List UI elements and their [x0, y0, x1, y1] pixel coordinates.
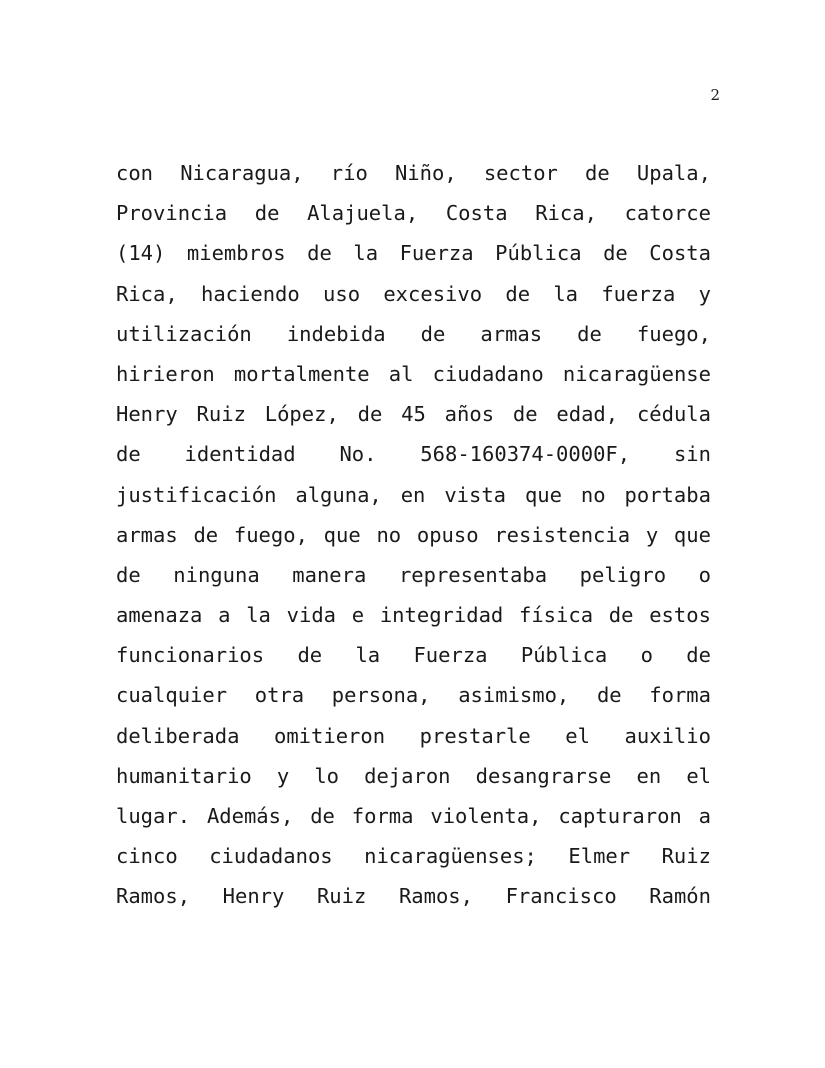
- word: violenta,: [430, 804, 542, 828]
- word: vista: [444, 482, 507, 507]
- word: en: [636, 763, 662, 788]
- word: (14): [116, 241, 166, 266]
- word: prestarle: [419, 723, 531, 748]
- word: de: [116, 562, 141, 587]
- word: persona,: [331, 683, 431, 708]
- word: lugar.: [116, 804, 191, 828]
- word: armas: [116, 522, 178, 547]
- word: física: [518, 603, 594, 628]
- word: amenaza: [116, 603, 203, 628]
- word: en: [400, 482, 426, 507]
- word: Fuerza: [399, 241, 474, 266]
- word: fuerza: [601, 281, 676, 306]
- word: no: [580, 482, 606, 507]
- word: Costa: [445, 201, 508, 226]
- word: mortalmente: [233, 361, 370, 386]
- word: fuego,: [233, 522, 308, 547]
- word: portaba: [624, 482, 711, 507]
- word: catorce: [624, 201, 711, 226]
- word: de: [116, 442, 141, 467]
- word: de: [577, 321, 602, 346]
- word: cinco: [116, 844, 178, 869]
- word: dejaron: [364, 763, 451, 788]
- word: Henry: [222, 884, 285, 909]
- word: y: [698, 281, 711, 306]
- text-line: [116, 756, 711, 796]
- word: Elmer: [568, 844, 631, 869]
- word: ninguna: [173, 562, 260, 587]
- word: asimismo,: [458, 683, 570, 708]
- word: opuso: [416, 522, 479, 547]
- word: la: [353, 241, 379, 266]
- word: de: [686, 643, 711, 668]
- word: omitieron: [273, 723, 386, 748]
- word: haciendo: [201, 281, 300, 306]
- word: justificación: [116, 482, 277, 507]
- word: auxilio: [624, 723, 711, 748]
- word: que: [524, 482, 562, 507]
- word: forma: [649, 683, 711, 708]
- word: manera: [292, 562, 367, 587]
- text-line: [116, 434, 711, 474]
- word: resistencia: [494, 522, 631, 547]
- word: la: [246, 603, 271, 628]
- word: humanitario: [116, 763, 252, 788]
- word: No.: [339, 442, 377, 467]
- text-line: [116, 716, 711, 756]
- word: 568-160374-0000F,: [420, 442, 631, 467]
- word: de: [307, 241, 332, 266]
- word: utilización: [116, 321, 252, 346]
- word: de: [357, 402, 383, 427]
- word: Ramón: [649, 884, 711, 909]
- text-line: [116, 354, 711, 394]
- word: Pública: [495, 241, 582, 266]
- word: ciudadanos: [209, 844, 333, 869]
- word: forma: [351, 804, 414, 828]
- word: lo: [314, 763, 340, 788]
- word: capturaron: [558, 804, 682, 828]
- word: funcionarios: [116, 643, 265, 668]
- word: Además,: [206, 804, 294, 828]
- word: Rica,: [116, 281, 178, 306]
- word: sin: [673, 442, 711, 467]
- page-number: 2: [710, 86, 720, 104]
- word: Fuerza: [413, 643, 488, 668]
- word: uso: [323, 281, 361, 306]
- word: a: [698, 804, 711, 828]
- word: estos: [649, 603, 711, 628]
- text-line: [116, 836, 711, 876]
- word: de: [420, 321, 446, 346]
- word: Pública: [520, 643, 608, 668]
- word: Ruiz: [661, 844, 711, 869]
- text-line: [116, 555, 711, 595]
- word: Alajuela,: [307, 201, 419, 226]
- text-line: [116, 675, 711, 715]
- word: integridad: [379, 603, 504, 628]
- word: de: [297, 643, 323, 668]
- text-line: [116, 876, 711, 916]
- word: otra: [254, 683, 305, 708]
- text-line: [116, 314, 711, 354]
- word: de: [505, 281, 531, 306]
- word: que: [323, 522, 361, 547]
- word: Rica,: [535, 201, 597, 226]
- word: edad,: [556, 402, 619, 427]
- word: peligro: [579, 562, 667, 587]
- word: y: [276, 763, 290, 788]
- word: Provincia: [116, 201, 228, 226]
- text-line: [116, 394, 711, 434]
- word: López,: [264, 402, 339, 427]
- word: la: [553, 281, 579, 306]
- word: de: [193, 522, 219, 547]
- word: de: [310, 804, 335, 828]
- word: hirieron: [116, 361, 215, 386]
- word: nicaragüense: [562, 361, 711, 386]
- word: Costa: [649, 241, 711, 266]
- word: e: [351, 603, 365, 628]
- word: ciudadano: [432, 361, 544, 386]
- word: o: [698, 562, 711, 587]
- word: con: [116, 161, 154, 185]
- word: Nicaragua,: [180, 161, 304, 185]
- word: o: [640, 643, 653, 668]
- word: el: [565, 723, 590, 748]
- text-line: [116, 635, 711, 675]
- text-line: [116, 233, 711, 273]
- word: cédula: [636, 402, 711, 427]
- word: Ruiz: [316, 884, 367, 909]
- word: de: [603, 241, 628, 266]
- word: de: [254, 201, 280, 226]
- body-paragraph: [116, 153, 711, 917]
- word: nicaragüenses;: [364, 844, 537, 869]
- word: indebida: [286, 321, 386, 346]
- word: el: [686, 763, 711, 788]
- word: río: [330, 161, 368, 185]
- word: Ramos,: [116, 884, 191, 909]
- word: cualquier: [116, 683, 228, 708]
- text-line: [116, 274, 711, 314]
- text-line: [116, 153, 711, 193]
- word: Ruiz: [196, 402, 246, 427]
- word: no: [376, 522, 402, 547]
- word: vida: [286, 603, 337, 628]
- text-line: [116, 475, 711, 515]
- word: miembros: [186, 241, 286, 266]
- word: 45: [401, 402, 426, 427]
- word: de: [585, 161, 610, 185]
- word: de: [608, 603, 634, 628]
- word: de: [596, 683, 622, 708]
- word: años: [444, 402, 495, 427]
- word: la: [355, 643, 381, 668]
- word: armas: [480, 321, 543, 346]
- text-line: [116, 193, 711, 233]
- word: al: [388, 361, 414, 386]
- word: identidad: [184, 442, 296, 467]
- word: representaba: [398, 562, 548, 587]
- word: desangrarse: [475, 763, 612, 788]
- word: y: [645, 522, 659, 547]
- word: sector: [483, 161, 558, 185]
- word: Francisco: [505, 884, 617, 909]
- word: excesivo: [383, 281, 483, 306]
- word: que: [673, 522, 711, 547]
- word: Henry: [116, 402, 178, 427]
- word: de: [512, 402, 538, 427]
- text-line: [116, 595, 711, 635]
- text-line: [116, 515, 711, 555]
- word: fuego,: [636, 321, 711, 346]
- text-line: [116, 796, 711, 836]
- word: deliberada: [116, 723, 240, 748]
- word: Niño,: [394, 161, 457, 185]
- word: Ramos,: [398, 884, 473, 909]
- word: Upala,: [636, 161, 711, 185]
- word: a: [218, 603, 231, 628]
- word: alguna,: [295, 482, 382, 507]
